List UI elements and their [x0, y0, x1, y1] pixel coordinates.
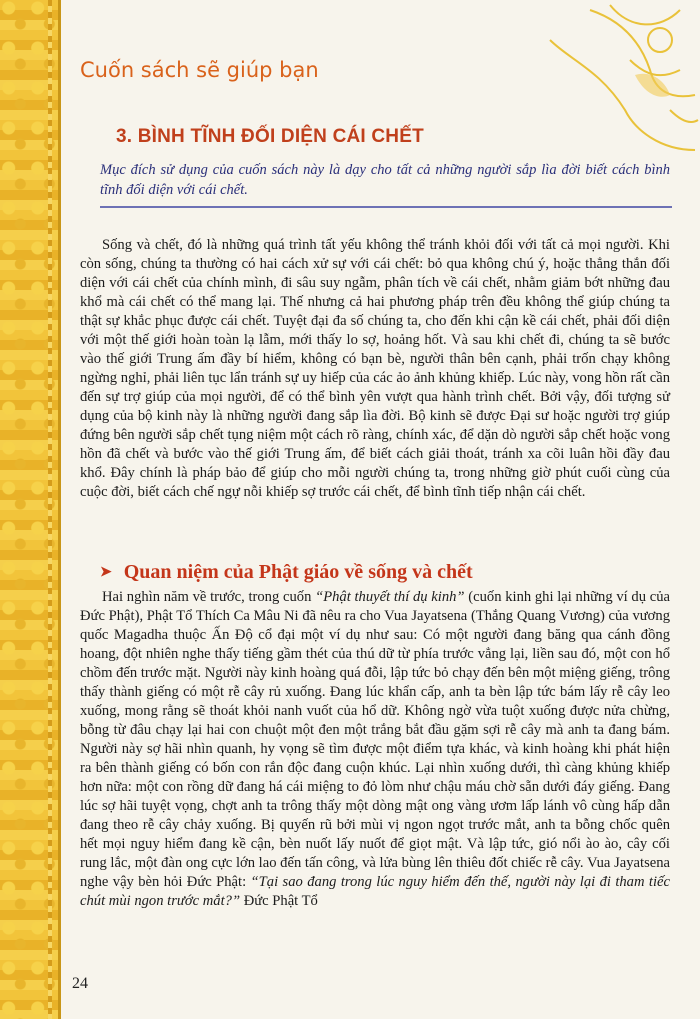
body-paragraph-2: [80, 588, 670, 911]
text-run: Hai nghìn năm về trước, trong cuốn: [102, 589, 316, 605]
paragraph-text: [80, 588, 670, 911]
ornamental-border: [0, 0, 61, 1019]
chapter-heading: Cuốn sách sẽ giúp bạn: [80, 58, 319, 82]
section-title: 3. BÌNH TĨNH ĐỐI DIỆN CÁI CHẾT: [116, 126, 424, 147]
triangle-bullet-icon: ➤: [100, 565, 112, 580]
book-title: “Phật thuyết thí dụ kinh”: [315, 589, 465, 605]
subheading: [100, 561, 473, 584]
paragraph-text: Sống và chết, đó là những quá trình tất yếu không thể tránh khỏi đối với tất cả mọi người. Khi còn sống, chúng ta thường có hai cách xử sự với cái chết: bỏ qua không chú ý, hoặc thẳng thắn đối diện với cái chết của chính mình, đi sâu suy ngẫm, phân tích về cái chết, nhằm giảm bớt những đau khổ mà cái chết có thể mang lại. Thế nhưng cả hai phương pháp trên đều không thể giúp chúng ta thật sự khắc phục được cái chết. Tuyệt đại đa số chúng ta, cho đến khi cận kề cái chết, phải đối diện với một thế giới hoàn toàn lạ lẫm, mới thấy lo sợ, hoảng hốt. Và sau khi chết đi, chúng ta sẽ bước vào thế giới Trung ấm đầy bí hiểm, không có bạn bè, người thân bên cạnh, phải trốn chạy không ngừng nghỉ, phải liên tục lẩn tránh sự uy hiếp của các ảo ảnh khủng khiếp. Lúc này, vong hồn rất cần đến sự trợ giúp của mọi người, để có thể bình yên vượt qua hành trình chết. Bởi vậy, đối tượng sử dụng của bộ kinh này là những người đang sắp lìa đời. Bộ kinh sẽ được Đại sư hoặc người trợ giúp đứng bên người sắp chết tụng niệm một cách rõ ràng, chính xác, để dặn dò người sắp chết hoặc vong hồn đã chết và bước vào thế giới Trung ấm, để biết cách giải thoát, tránh xa cõi luân hồi đầy đau khổ. Đây chính là pháp bảo để giúp cho mỗi người chúng ta, trong những giờ phút cuối cùng của cuộc đời, biết cách chế ngự nỗi khiếp sợ trước cái chết, để bình tĩnh tiếp nhận cái chết.: [80, 237, 670, 500]
body-paragraph-1: [80, 236, 670, 502]
subheading-text: Quan niệm của Phật giáo về sống và chết: [123, 561, 473, 583]
text-run: (cuốn kinh ghi lại những ví dụ của Đức Phật), Phật Tổ Thích Ca Mâu Ni đã nêu ra cho Vua Jayatsena (Thắng Quang Vương) của vương quốc Magadha thuộc Ấn Độ cổ đại một ví dụ như sau: Có một người đang băng qua cánh đồng hoang, đột nhiên nghe thấy tiếng gầm thét của thú dữ từ phía trước vẳng lại, liền sau đó, một con hổ chồm đến trước mặt. Người này kinh hoàng quá đỗi, lập tức bỏ chạy đến bên một miệng giếng, trông thấy thành giếng có một rễ cây rủ xuống. Đang lúc khẩn cấp, anh ta bèn lập tức bám lấy rễ cây leo xuống, mong rằng sẽ thoát khỏi nanh vuốt của hổ dữ. Không ngờ vừa tuột xuống được nửa chừng, bỗng từ đâu chạy lại hai con chuột một đen một trắng bắt đầu gặm sợi rễ cây mà anh ta đang bám. Người này sợ hãi nhìn quanh, hy vọng sẽ tìm được một điểm tựa khác, và kinh hoàng khi phát hiện ra bên thành giếng có bốn con rắn độc đang cuộn khúc. Lại nhìn xuống dưới, thì càng khủng khiếp hơn nữa: một con rồng dữ đang há cái miệng to đỏ lòm như chậu máu chờ sẵn dưới đáy giếng. Đang lúc sợ hãi tuyệt vọng, chợt anh ta trông thấy một dòng mật ong vàng ươm lấp lánh vô cùng hấp dẫn đang theo rễ cây chảy xuống. Bị quyến rũ bởi mùi vị ngon ngọt trước mắt, anh ta bỗng chốc quên hết mọi nguy hiểm đang kề cận, bèn nuốt lấy nuốt để giọt mật. Và lập tức, gió nổi ào ào, cây cối rung lắc, một đàn ong cực lớn lao đến tấn công, và lửa bùng lên thiêu đốt chiếc rễ cây. Vua Jayatsena nghe vậy bèn hỏi Đức Phật:: [80, 589, 670, 890]
corner-ornament-illustration: [530, 0, 700, 170]
quoted-question: “Tại sao đang trong lúc nguy hiểm đến thế, người này lại đi tham tiếc chút mùi ngon trước mắt?”: [80, 874, 670, 909]
page-number: 24: [72, 975, 88, 992]
text-run: Đức Phật Tổ: [240, 893, 318, 909]
purpose-statement: Mục đích sử dụng của cuốn sách này là dạy cho tất cả những người sắp lìa đời biết cách bình tĩnh đối diện với cái chết.: [100, 162, 670, 198]
divider-rule: [100, 206, 672, 208]
